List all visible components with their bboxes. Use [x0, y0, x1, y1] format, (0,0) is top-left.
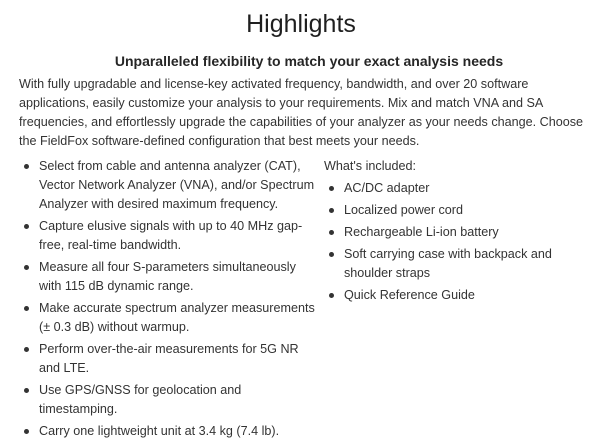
- bullet-icon: [24, 306, 29, 311]
- bullet-icon: [329, 230, 334, 235]
- list-item: [324, 286, 584, 305]
- included-item-text: Quick Reference Guide: [344, 288, 475, 302]
- list-item: [324, 179, 584, 198]
- included-title: What's included:: [324, 159, 417, 173]
- included-item-text: AC/DC adapter: [344, 181, 430, 195]
- included-item-text: Rechargeable Li-ion battery: [344, 225, 499, 239]
- bullet-icon: [24, 388, 29, 393]
- list-item: [19, 157, 319, 214]
- list-item: [324, 201, 584, 220]
- feature-text: Capture elusive signals with up to 40 MHz gap-free, real-time bandwidth.: [39, 219, 303, 252]
- bullet-icon: [329, 208, 334, 213]
- list-item: [19, 299, 319, 337]
- page-title: Highlights: [246, 10, 356, 38]
- bullet-icon: [329, 252, 334, 257]
- list-item: [324, 245, 584, 283]
- feature-text: Use GPS/GNSS for geolocation and timestamping.: [39, 383, 242, 416]
- feature-text: Perform over-the-air measurements for 5G NR and LTE.: [39, 342, 299, 375]
- list-item: [19, 217, 319, 255]
- bullet-icon: [24, 429, 29, 434]
- features-list: [19, 157, 319, 444]
- bullet-icon: [24, 224, 29, 229]
- section-subtitle: Unparalleled flexibility to match your exact analysis needs: [114, 53, 504, 69]
- intro-paragraph: With fully upgradable and license-key activated frequency, bandwidth, and over 20 software applications, easily customize your analysis to your requirements. Mix and match VNA and SA frequencies, and effortlessly upgrade the capabilities of your analyzer as your needs change. Choose the FieldFox software-defined configuration that best meets your needs.: [19, 77, 584, 148]
- bullet-icon: [329, 186, 334, 191]
- list-item: [19, 422, 319, 441]
- bullet-icon: [24, 164, 29, 169]
- included-item-text: Soft carrying case with backpack and shoulder straps: [344, 247, 552, 280]
- list-item: [19, 340, 319, 378]
- bullet-icon: [24, 347, 29, 352]
- feature-text: Carry one lightweight unit at 3.4 kg (7.4 lb).: [39, 424, 280, 438]
- list-item: [324, 223, 584, 242]
- included-item-text: Localized power cord: [344, 203, 464, 217]
- list-item: [19, 258, 319, 296]
- feature-text: Make accurate spectrum analyzer measurements (± 0.3 dB) without warmup.: [39, 301, 315, 334]
- included-list: [324, 179, 584, 305]
- bullet-icon: [329, 293, 334, 298]
- bullet-icon: [24, 265, 29, 270]
- whats-included: [324, 157, 584, 308]
- feature-text: Select from cable and antenna analyzer (CAT), Vector Network Analyzer (VNA), and/or Spectrum Analyzer with desired maximum frequency.: [39, 159, 315, 211]
- feature-text: Measure all four S-parameters simultaneously with 115 dB dynamic range.: [39, 260, 296, 293]
- list-item: [19, 381, 319, 419]
